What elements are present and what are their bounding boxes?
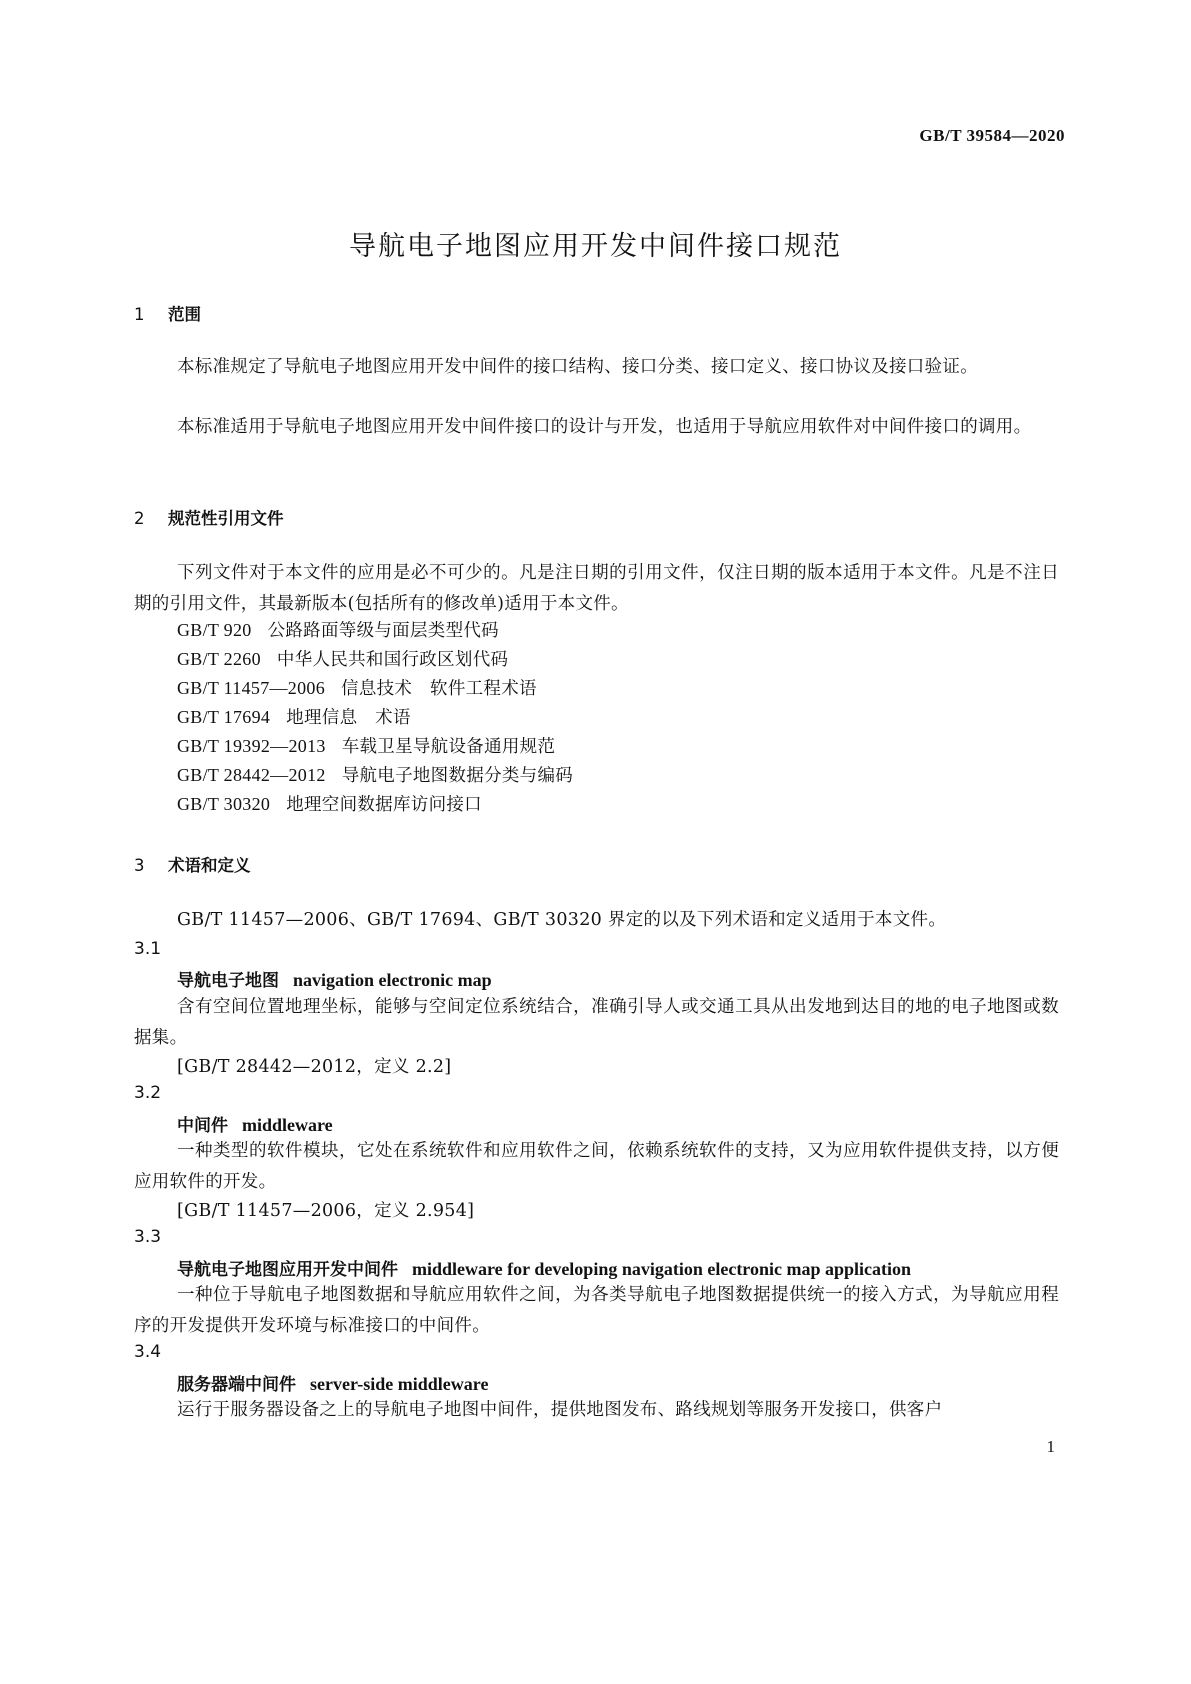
reference-title: 地理信息 术语	[286, 708, 411, 728]
reference-code: GB/T 28442—2012	[177, 765, 326, 785]
page-number: 1	[1046, 1437, 1055, 1456]
term-heading	[177, 966, 492, 991]
term-en: middleware	[242, 1115, 333, 1135]
reference-code: GB/T 2260	[177, 649, 261, 669]
reference-title: 地理空间数据库访问接口	[286, 795, 482, 815]
term-heading	[177, 1370, 488, 1395]
reference-title: 车载卫星导航设备通用规范	[341, 737, 556, 757]
term-number: 3.1	[134, 939, 162, 959]
section-3-number: 3	[134, 856, 145, 875]
term-number: 3.3	[134, 1227, 162, 1247]
section-3-heading	[134, 852, 251, 876]
section-1-number: 1	[134, 305, 145, 324]
term-zh: 中间件	[177, 1116, 228, 1136]
section-2-number: 2	[134, 509, 145, 528]
section-2-heading	[134, 505, 284, 529]
section-2-title: 规范性引用文件	[168, 509, 284, 528]
reference-title: 信息技术 软件工程术语	[341, 679, 537, 699]
term-heading	[177, 1255, 911, 1280]
standard-number: GB/T 39584—2020	[919, 126, 1065, 145]
term-source: [GB/T 28442—2012，定义 2.2]	[177, 1057, 452, 1077]
term-definition: 一种位于导航电子地图数据和导航应用软件之间，为各类导航电子地图数据提供统一的接入方式，为导航应用程序的开发提供开发环境与标准接口的中间件。	[134, 1285, 1059, 1336]
reference-item	[177, 760, 573, 792]
reference-code: GB/T 11457—2006	[177, 678, 326, 698]
term-en: navigation electronic map	[293, 970, 492, 990]
term-number: 3.4	[134, 1342, 162, 1362]
term-number: 3.2	[134, 1083, 162, 1103]
reference-item	[177, 789, 482, 821]
reference-code: GB/T 19392—2013	[177, 736, 326, 756]
section-3-title: 术语和定义	[168, 856, 251, 875]
reference-title: 导航电子地图数据分类与编码	[341, 766, 574, 786]
reference-title: 中华人民共和国行政区划代码	[276, 650, 509, 670]
term-source: [GB/T 11457—2006，定义 2.954]	[177, 1201, 475, 1221]
document-title: 导航电子地图应用开发中间件接口规范	[349, 231, 842, 262]
term-en: server-side middleware	[310, 1374, 489, 1394]
reference-code: GB/T 17694	[177, 707, 271, 727]
section-1-title: 范围	[168, 305, 201, 324]
reference-code: GB/T 920	[177, 620, 252, 640]
reference-code: GB/T 30320	[177, 794, 271, 814]
reference-title: 公路路面等级与面层类型代码	[267, 621, 499, 641]
term-definition: 含有空间位置地理坐标，能够与空间定位系统结合，准确引导人或交通工具从出发地到达目的地的电子地图或数据集。	[134, 997, 1059, 1048]
reference-item	[177, 644, 508, 676]
term-zh: 导航电子地图应用开发中间件	[177, 1260, 398, 1280]
term-definition: 一种类型的软件模块，它处在系统软件和应用软件之间，依赖系统软件的支持，又为应用软件提供支持，以方便应用软件的开发。	[134, 1141, 1059, 1192]
section-1-paragraph-1: 本标准规定了导航电子地图应用开发中间件的接口结构、接口分类、接口定义、接口协议及接口验证。	[177, 357, 978, 377]
term-heading	[177, 1111, 333, 1136]
term-definition: 运行于服务器设备之上的导航电子地图中间件，提供地图发布、路线规划等服务开发接口，供客户	[177, 1400, 943, 1420]
term-zh: 服务器端中间件	[177, 1375, 296, 1395]
reference-item	[177, 731, 555, 763]
section-3-intro: GB/T 11457—2006、GB/T 17694、GB/T 30320 界定的以及下列术语和定义适用于本文件。	[177, 910, 947, 930]
reference-item	[177, 702, 411, 734]
reference-item	[177, 673, 537, 705]
term-en: middleware for developing navigation electronic map application	[412, 1259, 911, 1279]
term-zh: 导航电子地图	[177, 971, 279, 991]
section-1-paragraph-2: 本标准适用于导航电子地图应用开发中间件接口的设计与开发，也适用于导航应用软件对中间件接口的调用。	[177, 417, 1032, 437]
section-1-heading	[134, 301, 201, 325]
section-2-intro: 下列文件对于本文件的应用是必不可少的。凡是注日期的引用文件，仅注日期的版本适用于本文件。凡是不注日期的引用文件，其最新版本(包括所有的修改单)适用于本文件。	[134, 563, 1059, 614]
reference-item	[177, 615, 499, 647]
